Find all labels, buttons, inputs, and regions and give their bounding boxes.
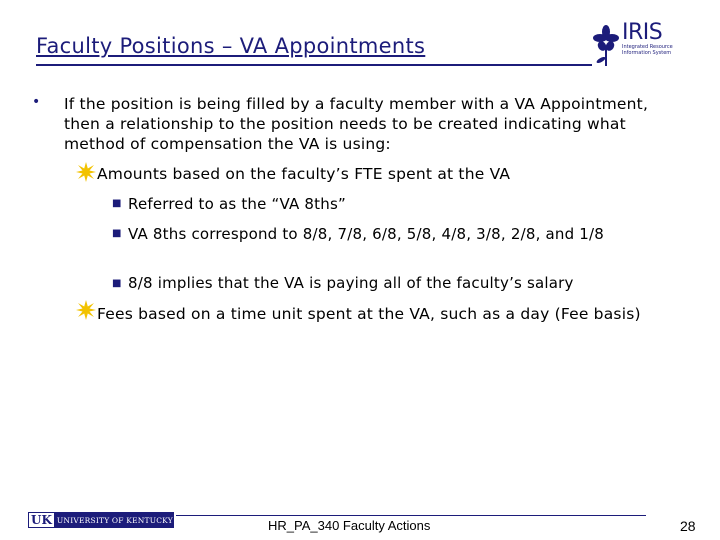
uk-mark: UK bbox=[31, 513, 52, 527]
sub-item-2-text: Fees based on a time unit spent at the VA, such as a day (Fee basis) bbox=[97, 305, 641, 323]
university-name: UNIVERSITY OF KENTUCKY bbox=[56, 515, 173, 525]
bullet-dot-icon: • bbox=[32, 94, 41, 110]
star-bullet-icon bbox=[76, 162, 96, 182]
square-bullet-icon: ■ bbox=[112, 198, 122, 209]
footer-divider bbox=[176, 515, 646, 516]
page-number: 28 bbox=[680, 518, 696, 534]
main-bullet-text: If the position is being filled by a faculty member with a VA Appointment, then a relationship to the position needs to be created indicating what method of compensation the VA is using: bbox=[64, 95, 649, 153]
square-bullet-icon: ■ bbox=[112, 228, 122, 239]
square-bullet-icon: ■ bbox=[112, 278, 122, 289]
title-underline bbox=[36, 64, 592, 66]
logo-subtitle: Integrated Resource Information System bbox=[622, 44, 673, 56]
detail-1-text: Referred to as the “VA 8ths” bbox=[128, 195, 346, 213]
logo-wordmark: IRIS bbox=[622, 20, 663, 45]
university-logo bbox=[28, 512, 174, 528]
sub-item-1-text: Amounts based on the faculty’s FTE spent at the VA bbox=[97, 165, 511, 183]
detail-2-text: VA 8ths correspond to 8/8, 7/8, 6/8, 5/8, 4/8, 3/8, 2/8, and 1/8 bbox=[128, 225, 605, 243]
detail-3-text: 8/8 implies that the VA is paying all of the faculty’s salary bbox=[128, 274, 574, 292]
star-bullet-icon bbox=[76, 300, 96, 320]
slide-title: Faculty Positions – VA Appointments bbox=[36, 34, 426, 58]
footer-course-title: HR_PA_340 Faculty Actions bbox=[268, 518, 431, 533]
